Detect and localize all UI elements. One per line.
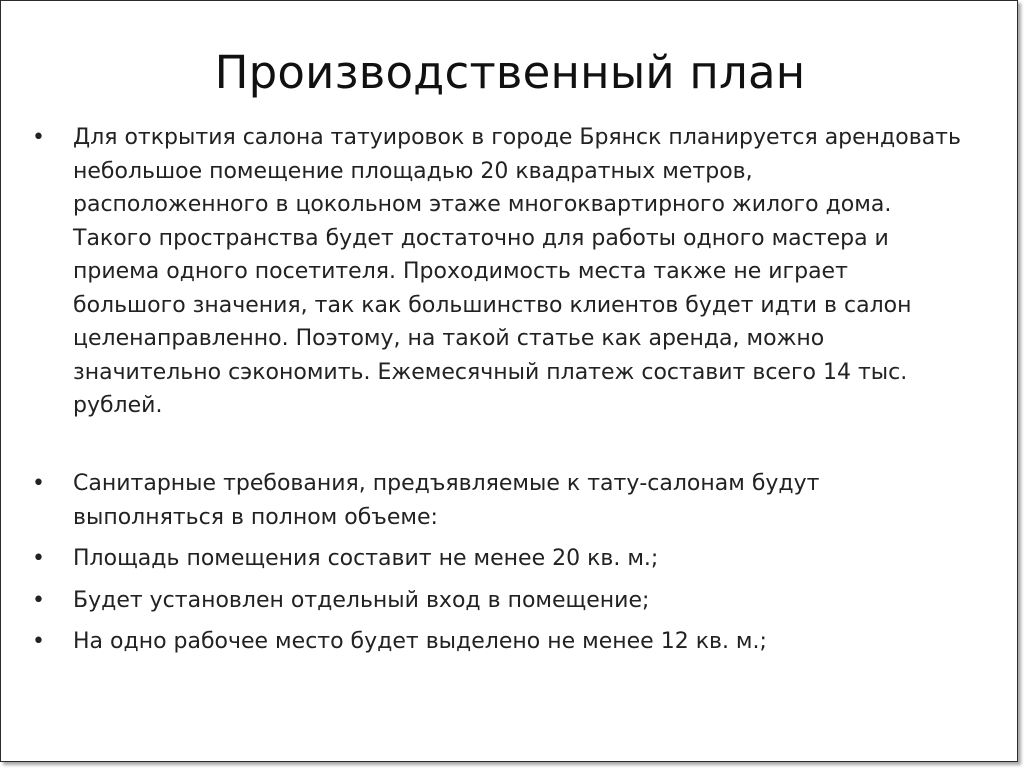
bullet-dot-icon: • [32,125,45,150]
bullet-dot-icon: • [32,471,45,496]
bullet-text-line: Для открытия салона татуировок в городе Брянск планируется арендовать [73,125,961,150]
bullet-item-sanitary [32,467,973,534]
bullet-dot-icon: • [32,546,45,571]
bullet-text-line: Санитарные требования, предъявляемые к тату-салонам будут [73,471,820,496]
bullet-text-line: приема одного посетителя. Проходимость места также не играет [73,259,848,284]
slide-title: Производственный план [214,46,806,99]
bullet-text-line: расположенного в цокольном этаже многоквартирного жилого дома. [73,192,892,217]
bullet-text-line: значительно сэкономить. Ежемесячный платеж составит всего 14 тыс. [73,359,908,385]
bullet-text-line: Такого пространства будет достаточно для работы одного мастера и [73,225,889,251]
bullet-item-workplace [32,625,973,659]
bullet-text-line: На одно рабочее место будет выделено не менее 12 кв. м.; [73,629,767,654]
bullet-item-entrance [32,584,973,618]
bullet-text-line: небольшое помещение площадью 20 квадратных метров, [73,158,753,184]
bullet-text-line: целенаправленно. Поэтому, на такой статье как аренда, можно [73,326,825,351]
bullet-item-area [32,542,973,576]
bullet-list [1,1,1019,763]
bullet-text-line: рублей. [73,393,163,418]
bullet-item-rental [32,121,973,423]
bullet-text-line: выполняться в полном объеме: [73,504,438,530]
bullet-dot-icon: • [32,629,45,654]
bullet-text-line: большого значения, так как большинство клиентов будет идти в салон [73,292,912,318]
bullet-text-line: Будет установлен отдельный вход в помещение; [73,588,650,613]
bullet-dot-icon: • [32,588,45,613]
bullet-text-line: Площадь помещения составит не менее 20 кв. м.; [73,546,659,571]
